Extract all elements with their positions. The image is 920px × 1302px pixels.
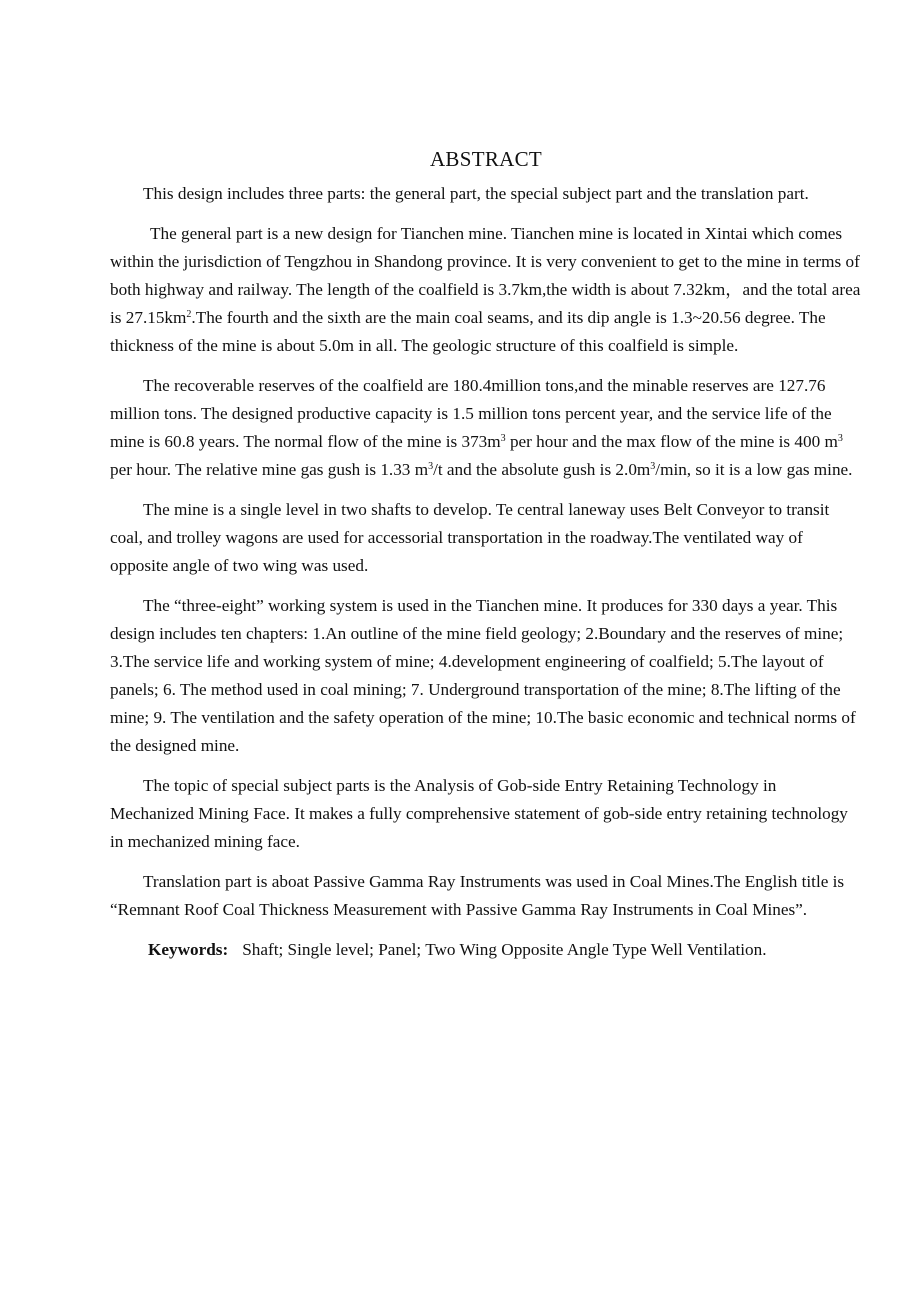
superscript: 3 <box>650 461 656 472</box>
page-title: ABSTRACT <box>429 147 543 171</box>
superscript: 3 <box>428 461 434 472</box>
superscript: 2 <box>186 309 192 320</box>
paragraph-development: The mine is a single level in two shafts to develop. Te central laneway uses Belt Conveyor to transit coal, and trolley wagons are used for accessorial transportation in the roadway.The ventilated way of opposite angle of two wing was used. <box>110 500 830 575</box>
paragraph-chapters: The “three-eight” working system is used in the Tianchen mine. It produces for 330 days a year. This design includes ten chapters: 1.An outline of the mine field geology; 2.Boundary and the reserves of mine; 3.The service life and working system of mine; 4.development engineering of coalfield; 5.The layout of panels; 6. The method used in coal mining; 7. Underground transportation of the mine; 8.The lifting of the mine; 9. The ventilation and the safety operation of the mine; 10.The basic economic and technical norms of the designed mine. <box>110 596 856 755</box>
abstract-section <box>110 144 862 964</box>
paragraph-translation: Translation part is aboat Passive Gamma Ray Instruments was used in Coal Mines.The English title is “Remnant Roof Coal Thickness Measurement with Passive Gamma Ray Instruments in Coal Mines”. <box>110 872 845 919</box>
paragraph-reserves <box>110 372 862 484</box>
text-run: /t and the absolute gush is 2.0m <box>433 460 651 479</box>
paragraph-special-subject: The topic of special subject parts is the Analysis of Gob-side Entry Retaining Technology in Mechanized Mining Face. It makes a fully comprehensive statement of gob-side entry retaining technology in mechanized mining face. <box>110 776 848 851</box>
keywords-label: Keywords: <box>148 940 229 959</box>
keywords-line <box>110 936 862 964</box>
text-run: per hour. The relative mine gas gush is 1.33 m <box>110 460 429 479</box>
text-run: The recoverable reserves of the coalfield are 180.4million tons,and the minable reserves are 127.76 million tons. The designed productive capacity is 1.5 million tons percent year, and the service life of the mine is 60.8 years. The normal flow of the mine is 373m <box>110 376 832 451</box>
paragraph-overview: This design includes three parts: the general part, the special subject part and the translation part. <box>143 184 809 203</box>
text-run: .The fourth and the sixth are the main coal seams, and its dip angle is 1.3~20.56 degree. The thickness of the mine is about 5.0m in all. The geologic structure of this coalfield is simple. <box>110 308 826 355</box>
text-run: per hour and the max flow of the mine is 400 m <box>505 432 838 451</box>
text-run: The general part is a new design for Tianchen mine. Tianchen mine is located in Xintai which comes within the jurisdiction of Tengzhou in Shandong province. It is very convenient to get to the mine in terms of both highway and railway. The length of the coalfield is 3.7km,the width is about 7.32km，and the total area is 27.15km <box>110 224 861 327</box>
paragraph-general-part <box>110 220 862 360</box>
superscript: 3 <box>837 433 843 444</box>
keywords-text: Shaft; Single level; Panel; Two Wing Opposite Angle Type Well Ventilation. <box>242 940 767 959</box>
superscript: 3 <box>500 433 506 444</box>
text-run: /min, so it is a low gas mine. <box>655 460 853 479</box>
